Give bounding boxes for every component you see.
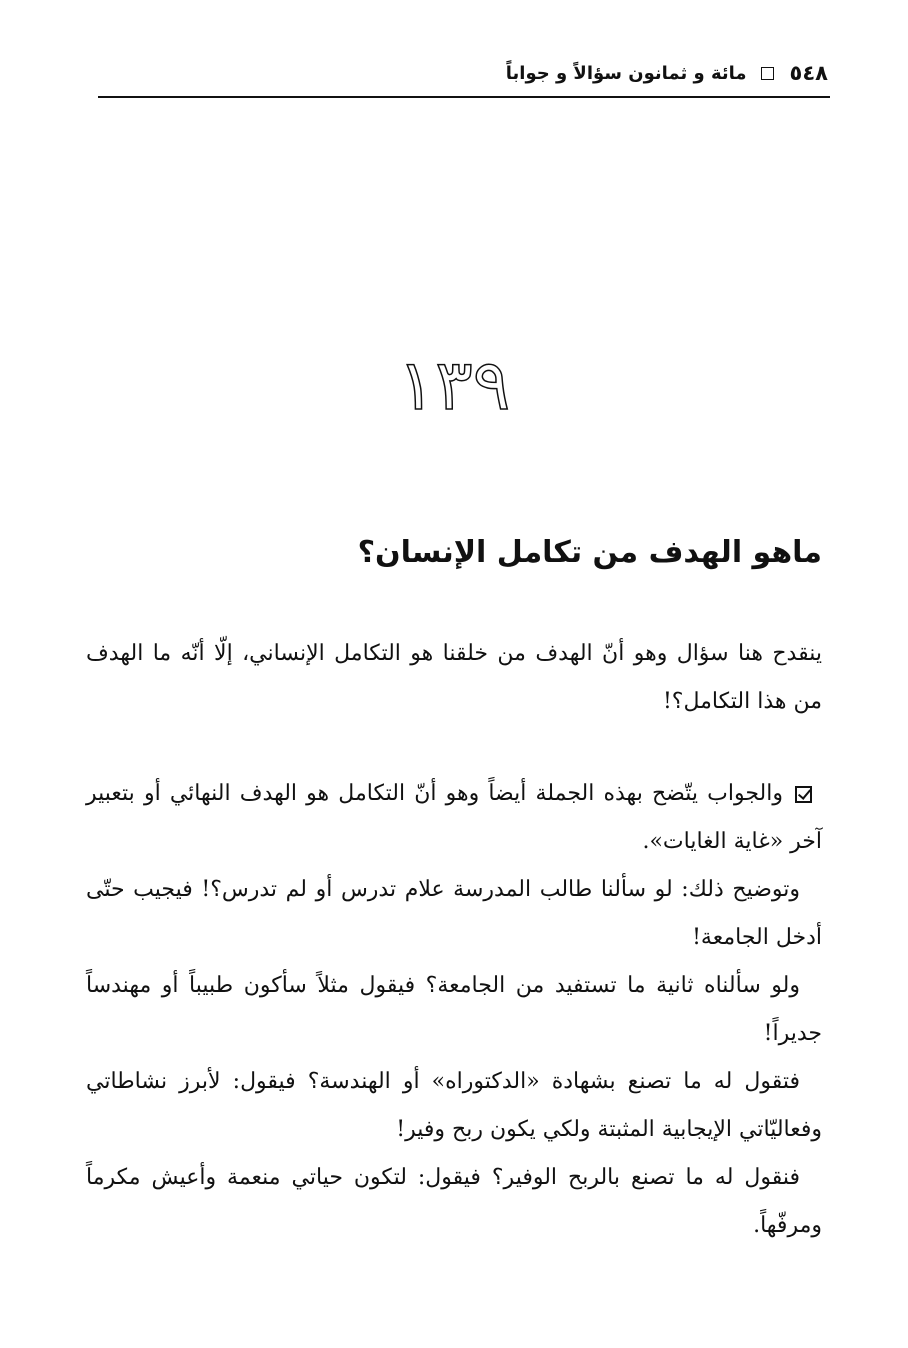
answer-paragraph-2: وتوضيح ذلك: لو سألنا طالب المدرسة علام تدرس أو لم تدرس؟! فيجيب حتّى أدخل الجامعة! (86, 877, 822, 950)
answer-paragraph-1 (86, 770, 822, 866)
chapter-number: ١٣٩ (397, 344, 511, 426)
running-title: مائة و ثمانون سؤالاً و جواباً (505, 62, 747, 84)
intro-section (86, 630, 822, 726)
answer-section (86, 770, 822, 1250)
page-header (100, 56, 828, 90)
intro-paragraph: ينقدح هنا سؤال وهو أنّ الهدف من خلقنا هو التكامل الإنساني، إلّا أنّه ما الهدف من هذا التكامل؟! (86, 641, 822, 714)
square-separator-icon (761, 67, 774, 80)
answer-paragraph-1-text: والجواب يتّضح بهذه الجملة أيضاً وهو أنّ التكامل هو الهدف النهائي أو بتعبير آخر «غاية الغايات». (86, 781, 822, 854)
answer-paragraph-5: فنقول له ما تصنع بالربح الوفير؟ فيقول: لتكون حياتي منعمة وأعيش مكرماً ومرفّهاً. (86, 1165, 822, 1238)
question-title: ماهو الهدف من تكامل الإنسان؟ (357, 535, 822, 570)
header-divider (98, 96, 830, 98)
answer-paragraph-3: ولو سألناه ثانية ما تستفيد من الجامعة؟ فيقول مثلاً سأكون طبيباً أو مهندساً جديراً! (86, 973, 822, 1046)
checkbox-icon (795, 786, 812, 803)
page-number: ٥٤٨ (789, 61, 828, 85)
answer-paragraph-4: فتقول له ما تصنع بشهادة «الدكتوراه» أو الهندسة؟ فيقول: لأبرز نشاطاتي وفعاليّاتي الإيجابية المثبتة ولكي يكون ربح وفير! (86, 1069, 822, 1142)
